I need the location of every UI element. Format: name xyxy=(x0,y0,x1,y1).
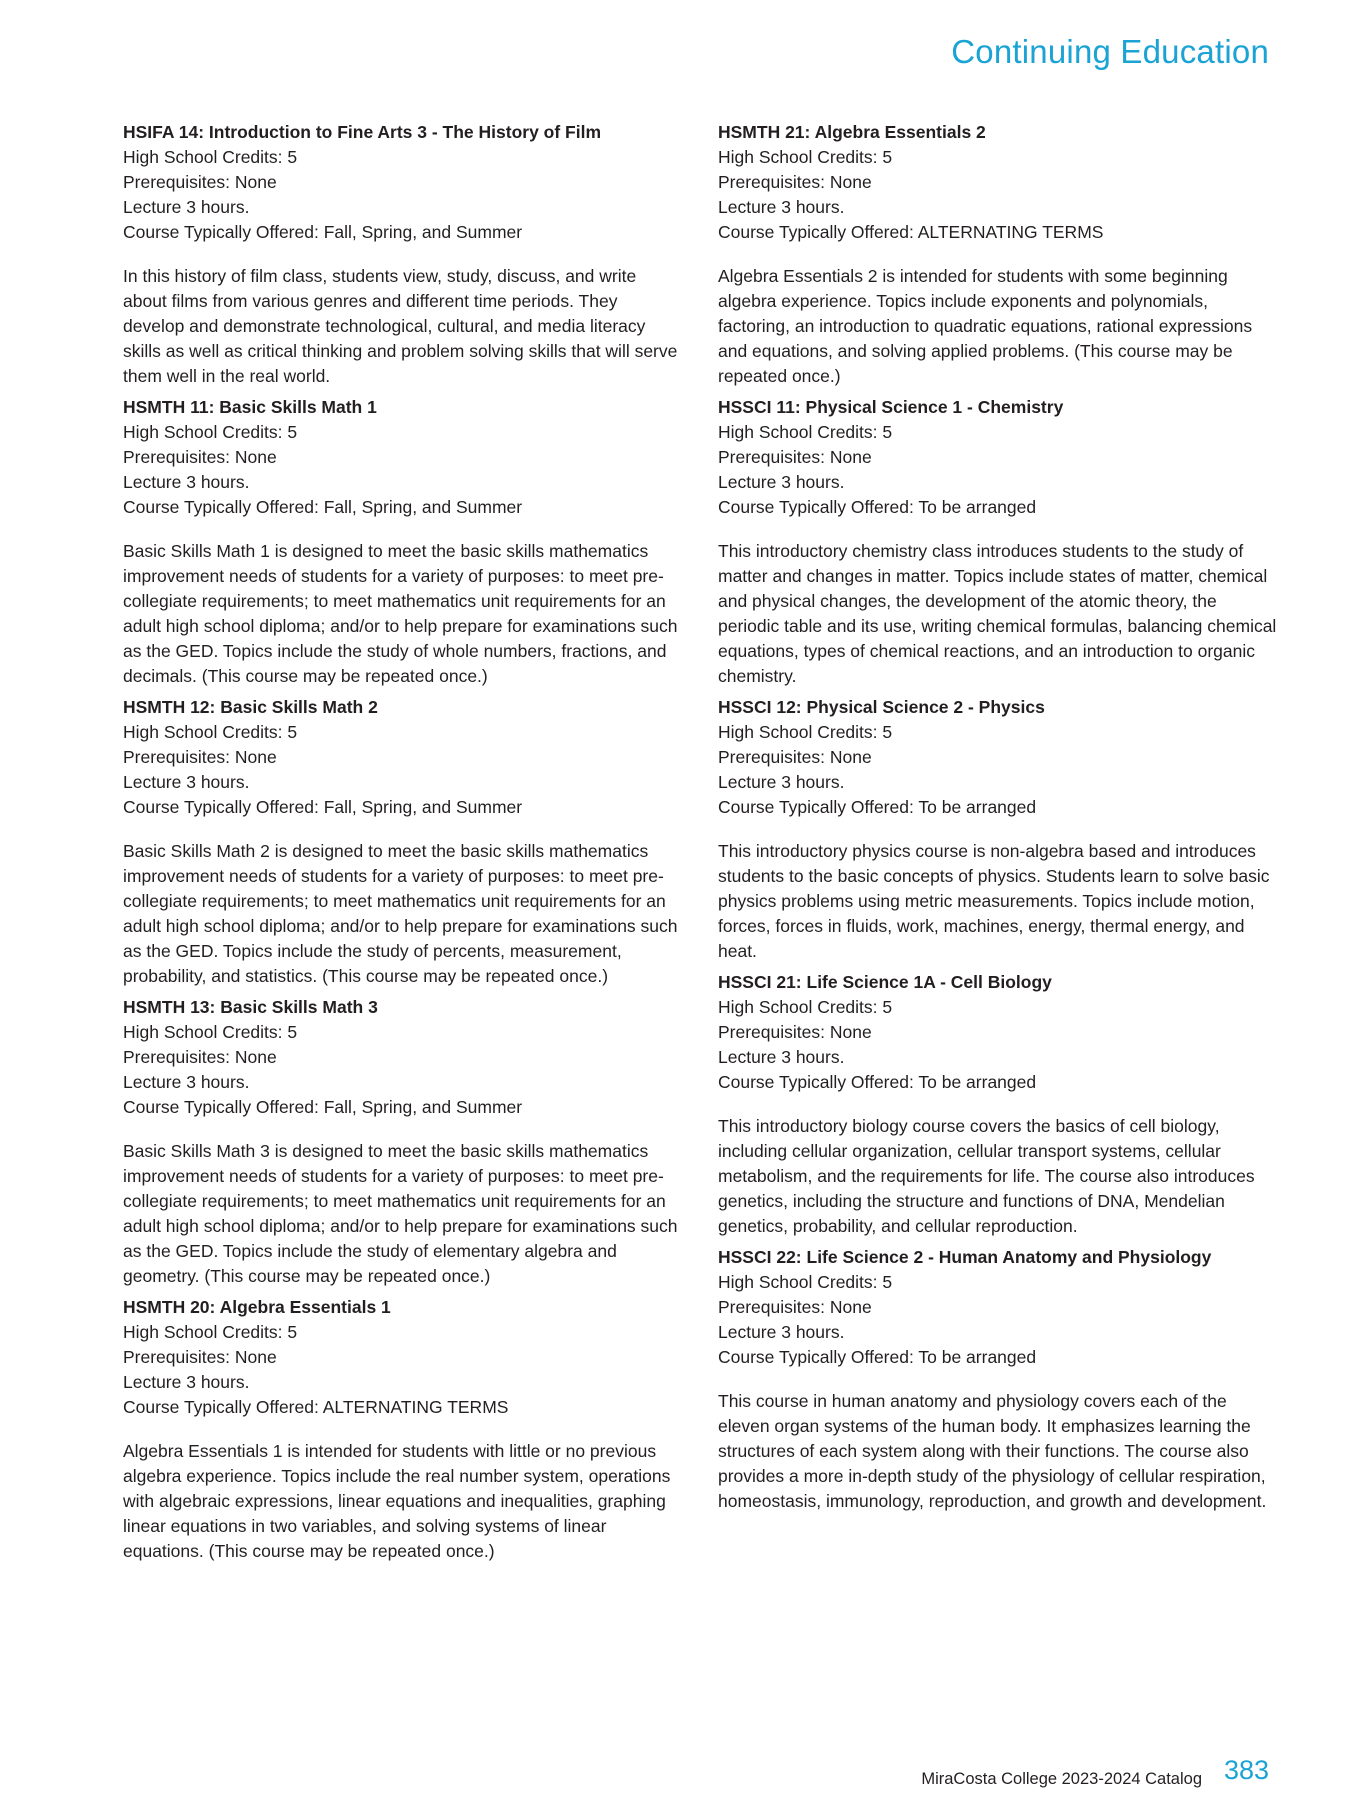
left-column xyxy=(123,120,683,1570)
catalog-footer: MiraCosta College 2023-2024 Catalog xyxy=(921,1770,1202,1788)
course-title: HSMTH 13: Basic Skills Math 3 xyxy=(123,997,378,1017)
course-entry xyxy=(123,995,683,1289)
course-lecture-hours: Lecture 3 hours. xyxy=(718,472,845,492)
course-title: HSIFA 14: Introduction to Fine Arts 3 - The History of Film xyxy=(123,122,602,142)
course-credits: High School Credits: 5 xyxy=(123,1322,298,1342)
course-description: This introductory chemistry class introduces students to the study of matter and changes in matter. Topics include states of matter, chemical and physical changes, the development of the atomic theory, the periodic table and its use, writing chemical formulas, balancing chemical equations, types of chemical reactions, and an introduction to organic chemistry. xyxy=(718,541,1277,686)
course-description: Basic Skills Math 1 is designed to meet the basic skills mathematics improvement needs of students for a variety of purposes: to meet pre-collegiate requirements; to meet mathematics unit requirements for an adult high school diploma; and/or to help prepare for examinations such as the GED. Topics include the study of whole numbers, fractions, and decimals. (This course may be repeated once.) xyxy=(123,541,678,686)
course-title: HSMTH 12: Basic Skills Math 2 xyxy=(123,697,378,717)
course-prerequisites: Prerequisites: None xyxy=(718,747,872,767)
course-offered: Course Typically Offered: ALTERNATING TERMS xyxy=(123,1397,509,1417)
course-prerequisites: Prerequisites: None xyxy=(123,172,277,192)
course-credits: High School Credits: 5 xyxy=(123,722,298,742)
right-column xyxy=(718,120,1278,1520)
course-title: HSMTH 20: Algebra Essentials 1 xyxy=(123,1297,391,1317)
course-lecture-hours: Lecture 3 hours. xyxy=(718,1047,845,1067)
course-lecture-hours: Lecture 3 hours. xyxy=(123,472,250,492)
course-offered: Course Typically Offered: Fall, Spring, and Summer xyxy=(123,222,523,242)
course-description: This course in human anatomy and physiology covers each of the eleven organ systems of the human body. It emphasizes learning the structures of each system along with their functions. The course also provides a more in-depth study of the physiology of cellular respiration, homeostasis, immunology, reproduction, and growth and development. xyxy=(718,1391,1267,1511)
course-offered: Course Typically Offered: Fall, Spring, and Summer xyxy=(123,797,523,817)
course-credits: High School Credits: 5 xyxy=(123,147,298,167)
course-description: This introductory biology course covers the basics of cell biology, including cellular organization, cellular transport systems, cellular metabolism, and the requirements for life. The course also introduces genetics, including the structure and functions of DNA, Mendelian genetics, probability, and cellular reproduction. xyxy=(718,1116,1255,1236)
course-credits: High School Credits: 5 xyxy=(718,997,893,1017)
course-credits: High School Credits: 5 xyxy=(718,722,893,742)
course-entry xyxy=(718,395,1278,689)
course-offered: Course Typically Offered: To be arranged xyxy=(718,497,1037,517)
course-lecture-hours: Lecture 3 hours. xyxy=(718,772,845,792)
section-title: Continuing Education xyxy=(951,33,1269,70)
course-entry xyxy=(123,695,683,989)
course-prerequisites: Prerequisites: None xyxy=(123,1047,277,1067)
page-number: 383 xyxy=(1223,1755,1269,1785)
course-prerequisites: Prerequisites: None xyxy=(718,1022,872,1042)
course-entry xyxy=(123,120,683,389)
course-offered: Course Typically Offered: ALTERNATING TERMS xyxy=(718,222,1104,242)
course-prerequisites: Prerequisites: None xyxy=(123,447,277,467)
course-offered: Course Typically Offered: Fall, Spring, and Summer xyxy=(123,1097,523,1117)
course-title: HSSCI 11: Physical Science 1 - Chemistry xyxy=(718,397,1064,417)
course-title: HSSCI 22: Life Science 2 - Human Anatomy and Physiology xyxy=(718,1247,1212,1267)
course-description: In this history of film class, students view, study, discuss, and write about films from various genres and different time periods. They develop and demonstrate technological, cultural, and media literacy skills as well as critical thinking and problem solving skills that will serve them well in the real world. xyxy=(123,266,678,386)
course-lecture-hours: Lecture 3 hours. xyxy=(718,197,845,217)
course-offered: Course Typically Offered: Fall, Spring, and Summer xyxy=(123,497,523,517)
course-prerequisites: Prerequisites: None xyxy=(718,1297,872,1317)
course-prerequisites: Prerequisites: None xyxy=(123,1347,277,1367)
course-entry xyxy=(718,1245,1278,1514)
course-credits: High School Credits: 5 xyxy=(718,147,893,167)
course-prerequisites: Prerequisites: None xyxy=(718,172,872,192)
course-lecture-hours: Lecture 3 hours. xyxy=(123,772,250,792)
course-credits: High School Credits: 5 xyxy=(123,1022,298,1042)
course-credits: High School Credits: 5 xyxy=(718,1272,893,1292)
course-entry xyxy=(123,395,683,689)
course-lecture-hours: Lecture 3 hours. xyxy=(123,1072,250,1092)
course-description: This introductory physics course is non-algebra based and introduces students to the basic concepts of physics. Students learn to solve basic physics problems using metric measurements. Topics include motion, forces, forces in fluids, work, machines, energy, thermal energy, and heat. xyxy=(718,841,1270,961)
course-description: Basic Skills Math 2 is designed to meet the basic skills mathematics improvement needs of students for a variety of purposes: to meet pre-collegiate requirements; to meet mathematics unit requirements for an adult high school diploma; and/or to help prepare for examinations such as the GED. Topics include the study of percents, measurement, probability, and statistics. (This course may be repeated once.) xyxy=(123,841,678,986)
course-offered: Course Typically Offered: To be arranged xyxy=(718,797,1037,817)
course-entry xyxy=(718,695,1278,964)
course-offered: Course Typically Offered: To be arranged xyxy=(718,1347,1037,1367)
course-entry xyxy=(123,1295,683,1564)
course-entry xyxy=(718,970,1278,1239)
course-offered: Course Typically Offered: To be arranged xyxy=(718,1072,1037,1092)
course-credits: High School Credits: 5 xyxy=(123,422,298,442)
course-description: Algebra Essentials 1 is intended for students with little or no previous algebra experience. Topics include the real number system, operations with algebraic expressions, linear equations and inequalities, graphing linear equations in two variables, and solving systems of linear equations. (This course may be repeated once.) xyxy=(123,1441,671,1561)
course-title: HSMTH 11: Basic Skills Math 1 xyxy=(123,397,377,417)
course-description: Basic Skills Math 3 is designed to meet the basic skills mathematics improvement needs of students for a variety of purposes: to meet pre-collegiate requirements; to meet mathematics unit requirements for an adult high school diploma; and/or to help prepare for examinations such as the GED. Topics include the study of elementary algebra and geometry. (This course may be repeated once.) xyxy=(123,1141,678,1286)
course-lecture-hours: Lecture 3 hours. xyxy=(123,1372,250,1392)
course-title: HSSCI 12: Physical Science 2 - Physics xyxy=(718,697,1045,717)
course-prerequisites: Prerequisites: None xyxy=(718,447,872,467)
course-description: Algebra Essentials 2 is intended for students with some beginning algebra experience. Topics include exponents and polynomials, factoring, an introduction to quadratic equations, rational expressions and equations, and solving applied problems. (This course may be repeated once.) xyxy=(718,266,1253,386)
course-lecture-hours: Lecture 3 hours. xyxy=(123,197,250,217)
course-credits: High School Credits: 5 xyxy=(718,422,893,442)
course-entry xyxy=(718,120,1278,389)
course-title: HSMTH 21: Algebra Essentials 2 xyxy=(718,122,986,142)
course-title: HSSCI 21: Life Science 1A - Cell Biology xyxy=(718,972,1052,992)
course-lecture-hours: Lecture 3 hours. xyxy=(718,1322,845,1342)
course-prerequisites: Prerequisites: None xyxy=(123,747,277,767)
